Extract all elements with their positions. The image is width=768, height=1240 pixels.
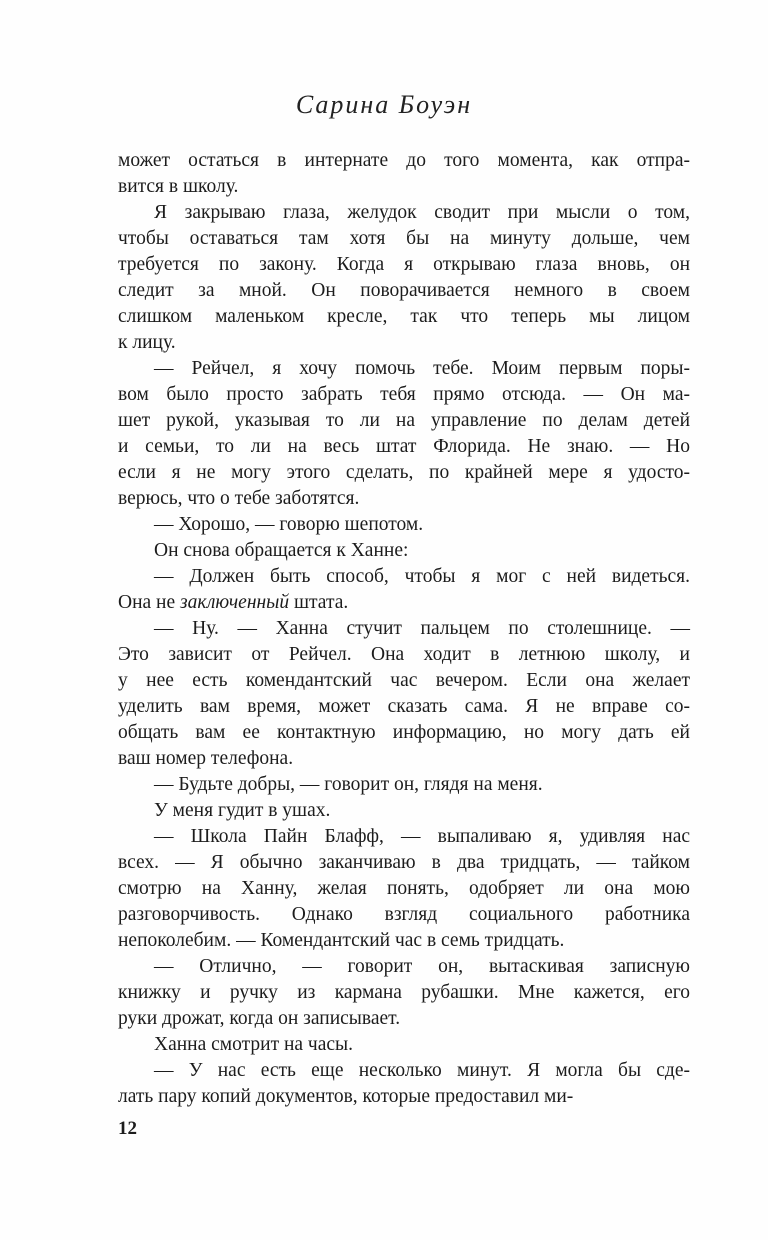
paragraph	[118, 200, 690, 356]
text-line: Это зависит от Рейчел. Она ходит в летнюю школу, и	[118, 644, 690, 665]
text-line: вом было просто забрать тебя прямо отсюда. — Он ма-	[118, 384, 690, 405]
text-line: руки дрожат, когда он записывает.	[118, 1008, 401, 1029]
paragraph	[118, 616, 690, 772]
paragraph	[118, 798, 690, 824]
paragraph	[118, 954, 690, 1032]
text-line: лать пару копий документов, которые предоставил ми-	[118, 1086, 574, 1107]
text-line: общать вам ее контактную информацию, но могу дать ей	[118, 722, 690, 743]
paragraph	[118, 512, 690, 538]
text-line: — У нас есть еще несколько минут. Я могла бы сде-	[154, 1060, 690, 1081]
text-line: у нее есть комендантский час вечером. Если она желает	[118, 670, 690, 691]
text-line: верюсь, что о тебе заботятся.	[118, 488, 360, 509]
text-line: — Должен быть способ, чтобы я мог с ней видеться.	[154, 566, 690, 587]
running-header-author: Сарина Боуэн	[295, 90, 473, 119]
text-line: книжку и ручку из кармана рубашки. Мне кажется, его	[118, 982, 690, 1003]
paragraph	[118, 772, 690, 798]
paragraph	[118, 356, 690, 512]
text-line: и семьи, то ли на весь штат Флорида. Не знаю. — Но	[118, 436, 690, 457]
text-line: если я не могу этого сделать, по крайней мере я удосто-	[118, 462, 690, 483]
text-line: — Ну. — Ханна стучит пальцем по столешнице. —	[154, 618, 690, 639]
text-line: чтобы оставаться там хотя бы на минуту дольше, чем	[118, 228, 690, 249]
text-line: Я закрываю глаза, желудок сводит при мысли о том,	[154, 202, 690, 223]
text-line: шет рукой, указывая то ли на управление по делам детей	[118, 410, 690, 431]
page-number: 12	[118, 1118, 137, 1139]
text-line: смотрю на Ханну, желая понять, одобряет ли она мою	[118, 878, 690, 899]
paragraph	[118, 1032, 690, 1058]
text-line: к лицу.	[118, 332, 176, 353]
text-line: вится в школу.	[118, 176, 239, 197]
paragraph	[118, 1058, 690, 1110]
paragraph	[118, 148, 690, 200]
paragraph	[118, 564, 690, 616]
text-line: уделить вам время, может сказать сама. Я не вправе со-	[118, 696, 690, 717]
text-line: требуется по закону. Когда я открываю глаза вновь, он	[118, 254, 690, 275]
text-line: — Отлично, — говорит он, вытаскивая записную	[154, 956, 690, 977]
text-block	[118, 148, 690, 1110]
text-line: ваш номер телефона.	[118, 748, 294, 769]
text-line: разговорчивость. Однако взгляд социального работника	[118, 904, 690, 925]
paragraph	[118, 538, 690, 564]
text-line: У меня гудит в ушах.	[154, 800, 331, 821]
text-line: может остаться в интернате до того момента, как отпра-	[118, 150, 690, 171]
text-line: всех. — Я обычно заканчиваю в два тридцать, — тайком	[118, 852, 690, 873]
text-line: Ханна смотрит на часы.	[154, 1034, 354, 1055]
paragraph	[118, 824, 690, 954]
text-line: Он снова обращается к Ханне:	[154, 540, 409, 561]
text-line: — Будьте добры, — говорит он, глядя на меня.	[154, 774, 543, 795]
text-line: Она не заключенный штата.	[118, 592, 349, 613]
text-line: непоколебим. — Комендантский час в семь тридцать.	[118, 930, 565, 951]
text-line: — Школа Пайн Блафф, — выпаливаю я, удивляя нас	[154, 826, 690, 847]
text-line: — Рейчел, я хочу помочь тебе. Моим первым поры-	[154, 358, 690, 379]
text-line: следит за мной. Он поворачивается немного в своем	[118, 280, 690, 301]
text-line: — Хорошо, — говорю шепотом.	[154, 514, 424, 535]
text-line: слишком маленьком кресле, так что теперь мы лицом	[118, 306, 690, 327]
